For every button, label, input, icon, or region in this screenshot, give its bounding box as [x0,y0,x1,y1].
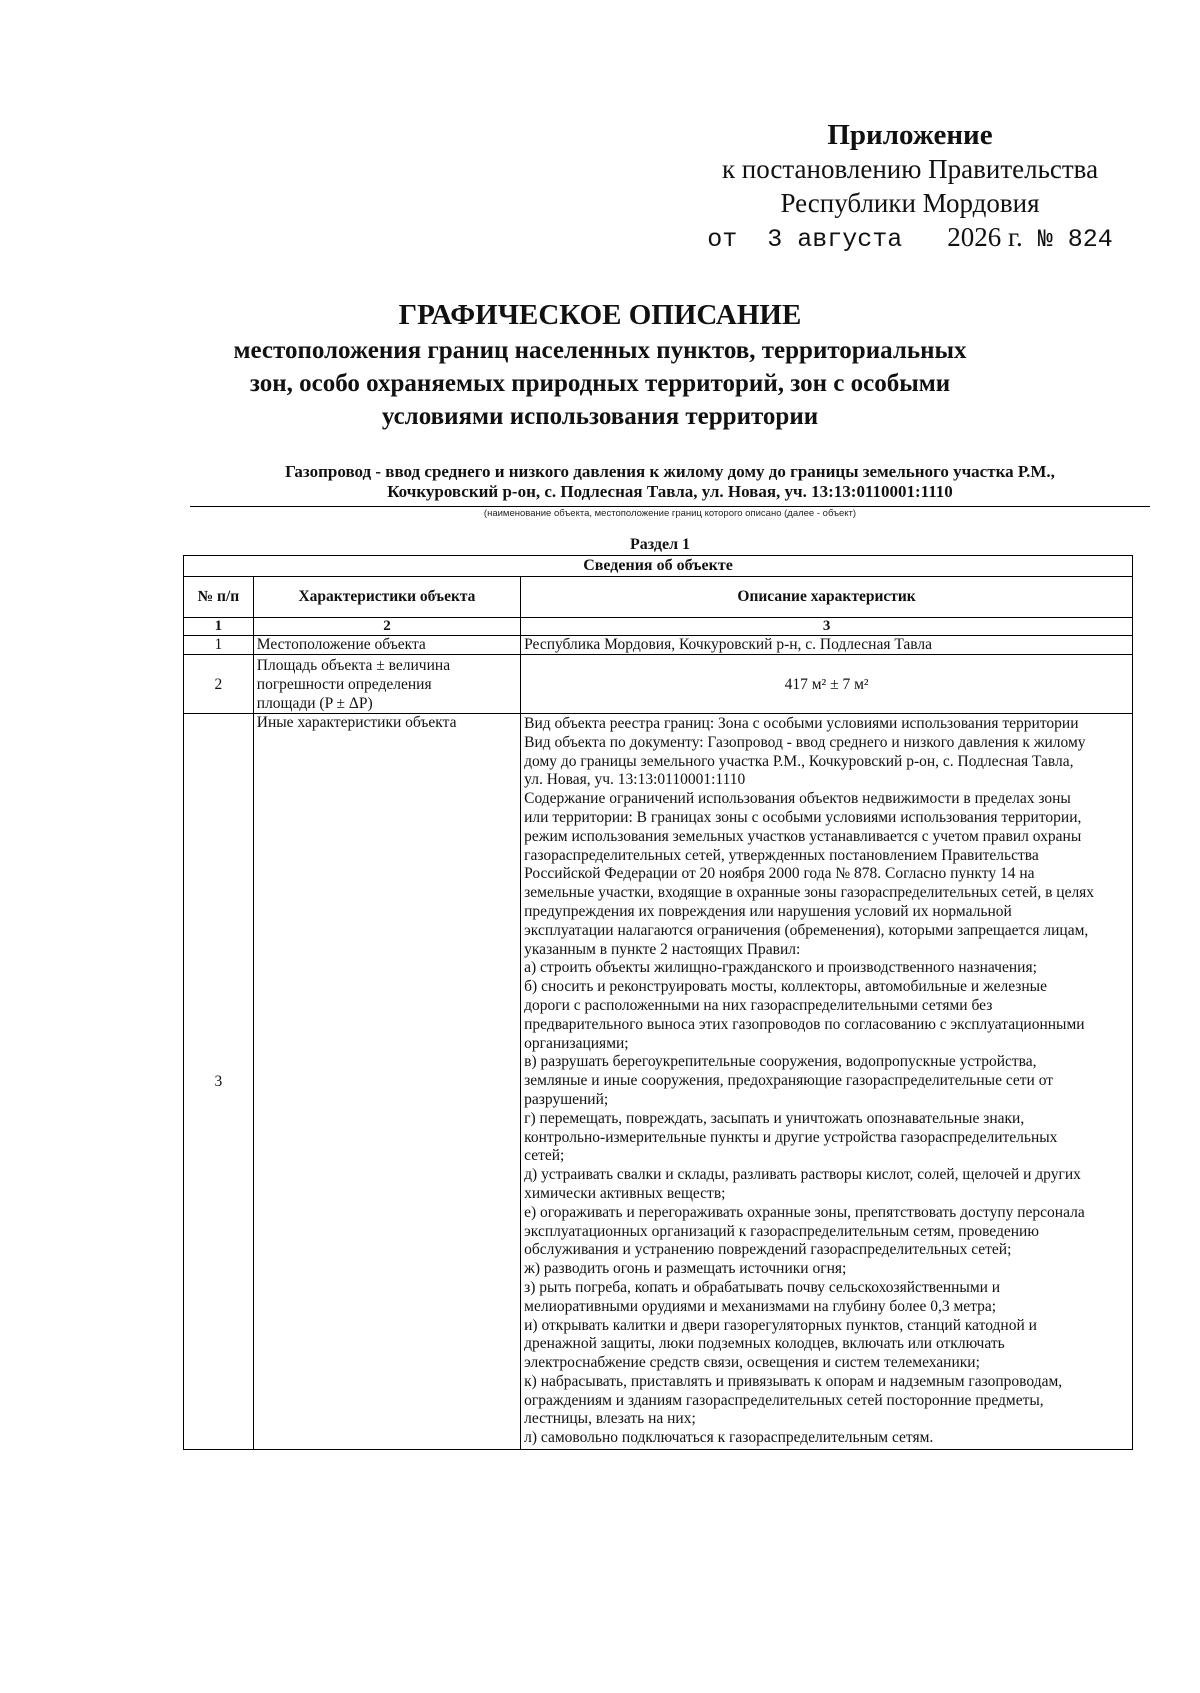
description-line: Российской Федерации от 20 ноября 2000 года № 878. Согласно пункту 14 на [524,865,1035,883]
description-line: предупреждения их повреждения или нарушения условий их нормальной [524,902,1012,920]
table-row [184,636,1133,655]
description-line: ул. Новая, уч. 13:13:0110001:1110 [524,771,746,789]
row-label [253,655,520,714]
row-value: 417 м² ± 7 м² [521,655,1133,714]
subtitle-line: зон, особо охраняемых природных территорий, зон с особыми [249,370,951,397]
description-line: а) строить объекты жилищно-гражданского и производственного назначения; [524,959,1037,977]
description-line: г) перемещать, повреждать, засыпать и уничтожать опознавательные знаки, [524,1109,1025,1127]
description-line: и) открывать калитки и двери газорегуляторных пунктов, станций катодной и [524,1316,1037,1334]
description-line: электроснабжение средств связи, освещения и систем телемеханики; [524,1354,980,1372]
description-line: указанным в пункте 2 настоящих Правил: [524,940,801,958]
description-line: д) устраивать свалки и склады, разливать растворы кислот, солей, щелочей и других [524,1166,1081,1184]
order-number: № 824 [1037,225,1113,254]
row-label-line: погрешности определения [256,675,432,693]
row-label-line: Площадь объекта ± величина [256,656,451,674]
appendix-line-2: Республики Мордовия [780,188,1040,218]
row-value [521,714,1133,1450]
order-date: от 3 августа [707,225,948,254]
document-heading [120,298,1080,433]
description-line: л) самовольно подключаться к газораспределительным сетям. [524,1429,934,1447]
subtitle-line: условиями использования территории [381,403,819,430]
description-line: Вид объекта по документу: Газопровод - ввод среднего и низкого давления к жилому [524,733,1086,751]
subtitle-line: местоположения границ населенных пунктов, территориальных [233,337,967,364]
description-line: б) сносить и реконструировать мосты, коллекторы, автомобильные и железные [524,978,1047,996]
description-line: лестницы, влезать на них; [524,1410,696,1428]
description-line: разрушений; [524,1090,609,1108]
object-info-table [183,555,1133,1450]
appendix-block [690,118,1130,257]
table-row [184,714,1133,1450]
description-line: сетей; [524,1147,565,1165]
table-row [184,655,1133,714]
document-subtitle [120,334,1080,433]
description-line: режим использования земельных участков устанавливается с учетом правил охраны [524,827,1082,845]
description-line: эксплуатации налагаются ограничения (обременения), которыми запрещается лицам, [524,921,1089,939]
table-title: Сведения об объекте [184,556,1133,577]
row-number: 1 [184,636,254,655]
description-line: или территории: В границах зоны с особыми условиями использования территории, [524,808,1082,826]
description-line: обслуживания и устранению повреждений газораспределительных сетей; [524,1241,1012,1259]
row-label: Иные характеристики объекта [253,714,520,1450]
description-line: контрольно-измерительные пункты и другие устройства газораспределительных [524,1128,1058,1146]
description-line: эксплуатационных организаций к газораспределительным сетям, проведению [524,1222,1039,1240]
column-number-1: 1 [184,618,254,636]
row-number: 3 [184,714,254,1450]
description-line: к) набрасывать, приставлять и привязывать к опорам и надземным газопроводам, [524,1372,1063,1390]
description-line: дренажной защиты, люки подземных колодцев, включать или отключать [524,1335,1005,1353]
object-name-line-2: Кочкуровский р-он, с. Подлесная Тавла, ул. Новая, уч. 13:13:0110001:1110 [387,482,953,501]
description-line: е) огораживать и перегораживать охранные зоны, препятствовать доступу персонала [524,1203,1085,1221]
row-number: 2 [184,655,254,714]
description-line: дому до границы земельного участка Р.М., Кочкуровский р-он, с. Подлесная Тавла, [524,752,1074,770]
section-label: Раздел 1 [629,536,691,553]
description-line: земляные и иные сооружения, предохраняющие газораспределительные сети от [524,1072,1054,1090]
row-value: Республика Мордовия, Кочкуровский р-н, с. Подлесная Тавла [521,636,1133,655]
object-name [190,462,1150,502]
appendix-line-1: к постановлению Правительства [721,154,1099,184]
header-description: Описание характеристик [521,577,1133,618]
order-year: 2026 г. [947,222,1023,252]
description-line: Вид объекта реестра границ: Зона с особыми условиями использования территории [524,715,1079,732]
description-line: з) рыть погреба, копать и обрабатывать почву сельскохозяйственными и [524,1278,1001,1296]
description-line: земельные участки, входящие в охранные зоны газораспределительных сетей, в целях [524,884,1095,902]
description-line: в) разрушать берегоукрепительные сооружения, водопропускные устройства, [524,1053,1037,1071]
column-number-2: 2 [253,618,520,636]
description-line: дороги с расположенными на них газораспределительными сетями без [524,996,993,1014]
header-characteristic: Характеристики объекта [253,577,520,618]
description-line: химически активных веществ; [524,1184,726,1202]
object-name-line-1: Газопровод - ввод среднего и низкого давления к жилому дому до границы земельного участка Р.М., [285,462,1055,481]
column-number-3: 3 [521,618,1133,636]
row-label-line: площади (P ± ΔP) [256,694,373,712]
header-number: № п/п [184,577,254,618]
description-line: мелиоративными орудиями и механизмами на глубину более 0,3 метра; [524,1297,997,1315]
description-line: газораспределительных сетей, утвержденных постановлением Правительства [524,846,1039,864]
description-line: ж) разводить огонь и размещать источники огня; [524,1260,847,1278]
row-label: Местоположение объекта [253,636,520,655]
order-date-number [690,220,1130,257]
description-line: Содержание ограничений использования объектов недвижимости в пределах зоны [524,790,1071,808]
description-line: предварительного выноса этих газопроводов по согласованию с эксплуатационными [524,1015,1085,1033]
description-line: ограждениям и зданиям газораспределительных сетей посторонние предметы, [524,1391,1044,1409]
description-line: организациями; [524,1034,629,1052]
object-caption: (наименование объекта, местоположение границ которого описано (далее - объект) [483,508,857,519]
document-title: ГРАФИЧЕСКОЕ ОПИСАНИЕ [398,299,802,331]
object-underline [190,506,1150,507]
appendix-title: Приложение [827,119,993,151]
